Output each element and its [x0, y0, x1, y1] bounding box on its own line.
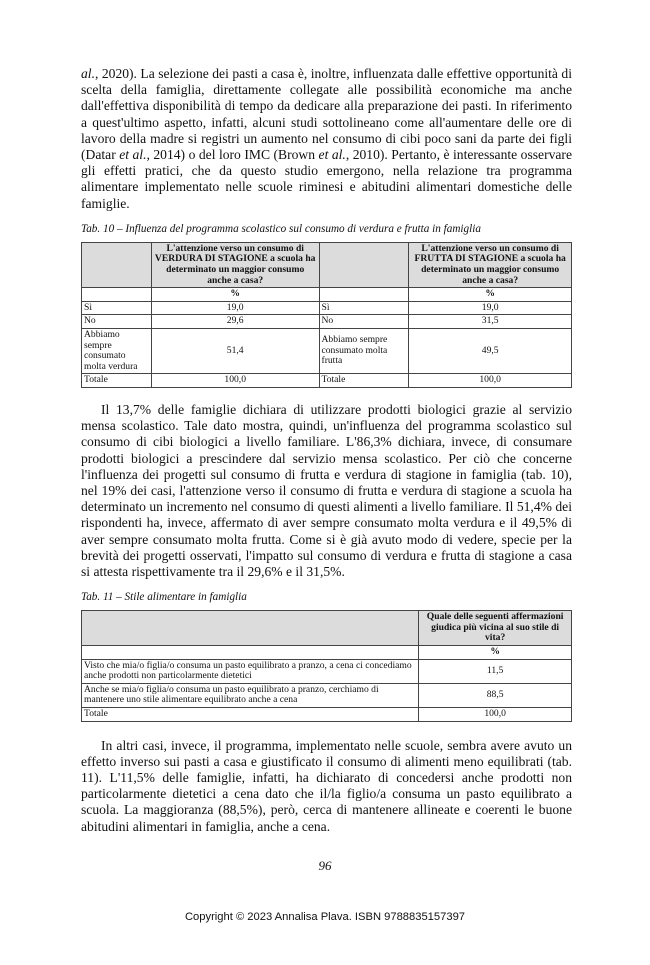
citation-italic: et al.: [119, 147, 147, 163]
table-11-caption: Tab. 11 – Stile alimentare in famiglia: [81, 591, 247, 604]
page-number: 96: [318, 858, 332, 873]
paragraph-1-text: , 2020). La selezione dei pasti a casa è, inoltre, influenzata dalle effettive opportunità di scelta della famiglia, direttamente collegate alle possibilità economiche ma anche dall'effettiva disponibilità di tempo da dedicare alla preparazione dei pasti. In riferimento a quest'ultimo aspetto, infatti, alcuni studi sottolineano come all'aumentare delle ore di lavoro della madre si registri un aumento nel consumo di cibi poco sani da parte dei figli (Datar: [81, 66, 572, 163]
table-row: Abbiamo sempre consumato molta verdura 51,4 Abbiamo sempre consumato molta frutta 49,5: [82, 328, 572, 373]
table-10-header-vegetables: L'attenzione verso un consumo di VERDURA DI STAGIONE a scuola ha determinato un maggior consumo anche a casa?: [151, 242, 319, 287]
paragraph-1: [81, 66, 572, 212]
table-row: Anche se mia/o figlia/o consuma un pasto equilibrato a pranzo, cerchiamo di mantenere uno stile alimentare equilibrato anche a cena 88,5: [82, 683, 572, 707]
table-corner: [82, 611, 419, 646]
table-10-header-fruit: L'attenzione verso un consumo di FRUTTA DI STAGIONE a scuola ha determinato un maggior consumo anche a casa?: [409, 242, 572, 287]
pct-header: %: [409, 288, 572, 302]
paragraph-1-text: , 2010). Pertanto, è interessante osservare gli effetti pratici, che da questo studio emergono, nella relazione tra programma alimentare implementato nelle scuole riminesi e abitudini alimentari domestiche delle famiglie.: [81, 147, 572, 211]
paragraph-3: In altri casi, invece, il programma, implementato nelle scuole, sembra avere avuto un effetto inverso sui pasti a casa e giustificato il consumo di alimenti meno equilibrati (tab. 11). L'11,5% delle famiglie, infatti, ha dichiarato di concedersi anche prodotti non particolarmente dietetici a cena dato che il/la figlio/a consuma un pasto equilibrato a scuola. La maggioranza (88,5%), però, cerca di mantenere allineate e coerenti le buone abitudini alimentari in famiglia, anche a cena.: [81, 737, 572, 834]
table-row: No 29,6 No 31,5: [82, 315, 572, 329]
table-11-header: Quale delle seguenti affermazioni giudica più vicina al suo stile di vita?: [419, 611, 572, 646]
table-10: [81, 242, 572, 388]
pct-header: %: [151, 288, 319, 302]
citation-italic: al.: [81, 66, 95, 81]
paragraph-1-text: , 2014) o del loro IMC (Brown: [146, 147, 319, 163]
table-row: Totale 100,0 Totale 100,0: [82, 374, 572, 388]
table-row: Visto che mia/o figlia/o consuma un pasto equilibrato a pranzo, a cena ci concediamo anche prodotti non particolarmente dietetici 11,5: [82, 659, 572, 683]
table-row: Totale 100,0: [82, 707, 572, 721]
table-corner: [319, 242, 409, 287]
table-row: Sì 19,0 Sì 19,0: [82, 301, 572, 315]
table-11: [81, 610, 572, 721]
citation-italic: et al.: [318, 147, 346, 163]
table-corner: [82, 242, 152, 287]
page-content: [81, 66, 572, 835]
pct-header: %: [419, 645, 572, 659]
paragraph-2: Il 13,7% delle famiglie dichiara di utilizzare prodotti biologici grazie al servizio mensa scolastico. Tale dato mostra, quindi, un'influenza del programma scolastico sul consumo di cibi biologici a livello familiare. L'86,3% dichiara, invece, di consumare prodotti biologici a prescindere dal servizio mensa scolastico. Per ciò che concerne l'influenza dei progetti sul consumo di frutta e verdura di stagione in famiglia (tab. 10), nel 19% dei casi, l'attenzione verso il consumo di frutta e verdura di stagione a scuola ha determinato un incremento nel consumo di questi alimenti a livello familiare. Il 51,4% dei rispondenti ha, invece, affermato di aver sempre consumato molta verdura e il 49,5% di aver sempre consumato molta frutta. Come si è già avuto modo di vedere, specie per la brevità dei progetti osservati, l'impatto sul consumo di verdura e frutta di stagione a casa si attesta rispettivamente tra il 29,6% e il 31,5%.: [81, 401, 572, 579]
copyright-notice: Copyright © 2023 Annalisa Plava. ISBN 9788835157397: [184, 911, 466, 923]
table-10-caption: Tab. 10 – Influenza del programma scolastico sul consumo di verdura e frutta in famiglia: [81, 222, 481, 235]
